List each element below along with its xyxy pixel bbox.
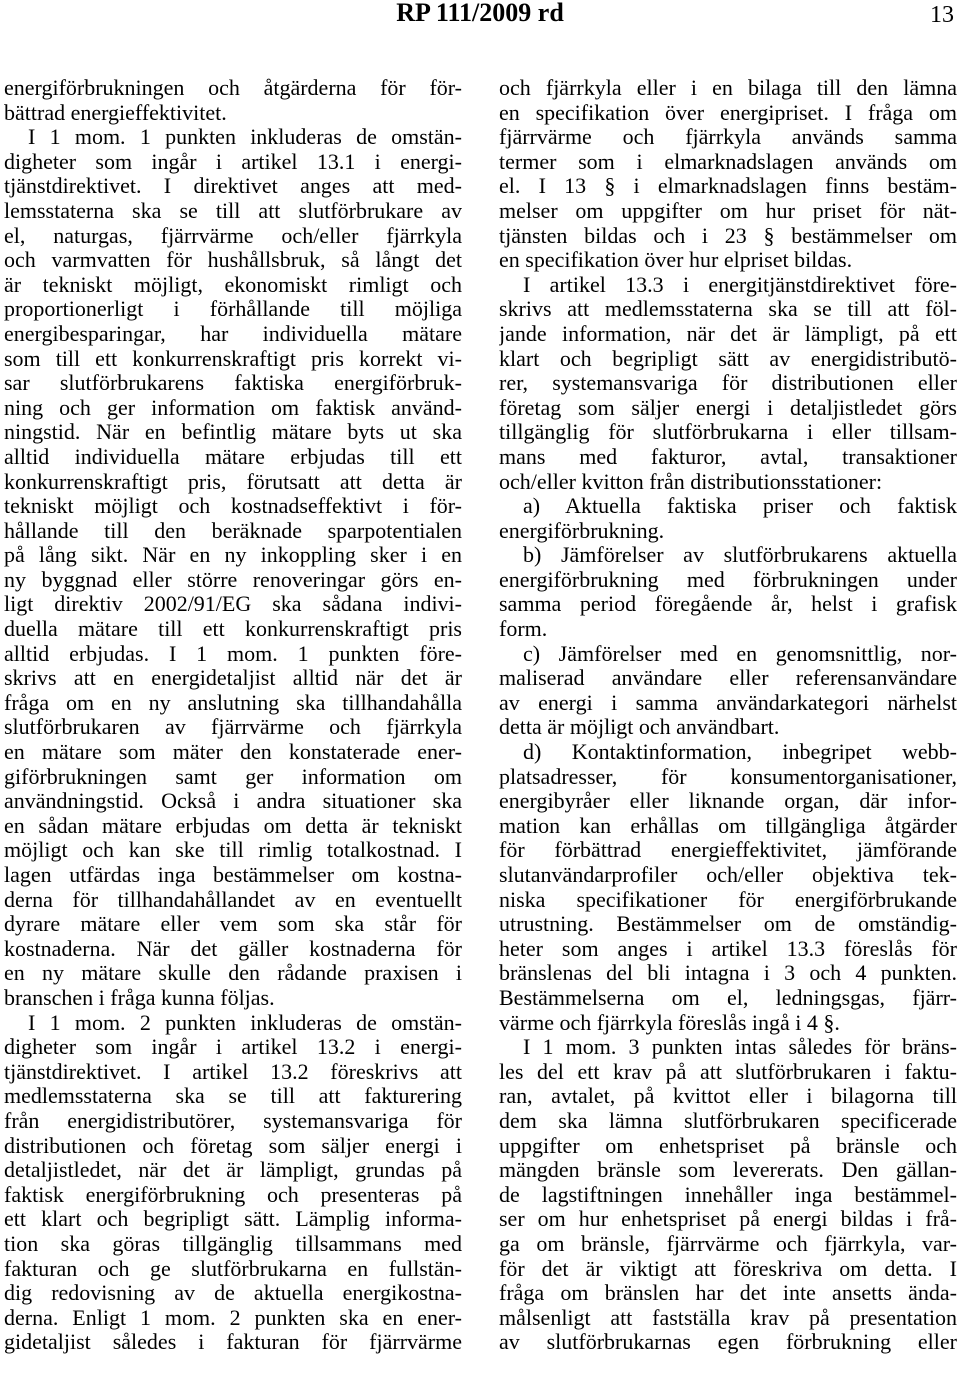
document-title: RP 111/2009 rd [396, 0, 564, 27]
text-line: c) Jämförelser med en genomsnittlig, nor- [523, 641, 957, 666]
text-line: fråga om bränslen har det inte ansetts ända- [499, 1281, 957, 1306]
text-line: el, naturgas, fjärrvärme och/eller fjärrkyla [4, 223, 462, 248]
text-line: fjärrvärme och fjärrkyla används samma [499, 125, 957, 150]
text-line: gidetaljist således i fakturan för fjärrvärme [4, 1330, 462, 1355]
text-line: slutanvändarprofiler och/eller objektiva tek- [499, 863, 957, 887]
text-line: mängden bränsle som levererats. Den gällan- [499, 1158, 957, 1183]
text-line: tjänstdirektivet. I artikel 13.2 föreskrivs att [4, 1059, 462, 1084]
text-line: derna för tillhandahållandet av en eventuellt [4, 887, 462, 912]
text-line: en sådan mätare erbjudas om detta är tekniskt [4, 813, 462, 838]
text-line: ning och ger information om faktisk använd- [4, 395, 462, 420]
text-line: av energi i samma användarkategori närhelst [499, 690, 957, 715]
text-line: jande information, när det är lämpligt, på ett [499, 321, 957, 346]
text-line: el. I 13 § i elmarknadslagen finns bestäm- [499, 174, 957, 199]
text-line: sar slutförbrukarens faktiska energiförbruk- [4, 371, 462, 396]
text-line: energibyråer eller liknande organ, där infor- [499, 789, 957, 814]
text-line: les del ett krav på att slutförbrukaren i faktu- [499, 1059, 957, 1084]
text-line: för det är viktigt att föreskriva om detta. I [499, 1256, 957, 1281]
text-line: för förbättrad energieffektivitet, jämförande [499, 838, 957, 863]
text-line: proportionerligt i förhållande till möjliga [4, 297, 462, 322]
text-line: från energidistributörer, systemansvariga för [4, 1108, 462, 1133]
text-line: ga om bränsle, fjärrvärme och fjärrkyla, var- [499, 1231, 957, 1256]
text-line: utrustning. Bestämmelser om de omständig- [499, 912, 957, 937]
text-line: skrivs att en energidetaljist alltid när det är [4, 666, 462, 691]
text-line: ett klart och begripligt sätt. Lämplig informa- [4, 1207, 462, 1232]
right-column [499, 76, 957, 1355]
text-line: målsenligt att fastställa krav på presentation [499, 1305, 957, 1330]
text-line: användningstid. Också i andra situationer ska [4, 789, 462, 814]
text-line: bränslenas del bli intagna i 3 och 4 punkten. [499, 961, 957, 986]
text-line: och fjärrkyla eller i en bilaga till den lämna [499, 76, 957, 100]
text-line: ligt direktiv 2002/91/EG ska sådana indivi- [4, 592, 462, 617]
text-line: tjänstdirektivet. I direktivet anges att med- [4, 174, 462, 199]
text-line: värme och fjärrkyla föreslås ingå i 4 §. [499, 1010, 840, 1035]
text-line: detaljistledet, när det är lämpligt, grundas på [4, 1158, 462, 1183]
text-line: alltid erbjudas. I 1 mom. 1 punkten före- [4, 641, 462, 666]
text-line: en specifikation över hur elpriset bildas. [499, 248, 853, 273]
text-line: möjligt och kan ske till rimlig totalkostnad. I [4, 838, 462, 863]
text-line: alltid individuella mätare erbjudas till ett [4, 444, 462, 469]
text-line: hållande till den beräknade sparpotentialen [4, 518, 462, 543]
text-line: platsadresser, för konsumentorganisationer, [499, 764, 957, 789]
text-line: lemsstaterna ska se till att slutförbrukare av [4, 198, 462, 223]
text-line: I 1 mom. 3 punkten intas således för bräns- [523, 1035, 957, 1060]
text-line: uppgifter om enhetspriset på bränsle och [499, 1133, 957, 1158]
text-line: konkurrenskraftigt pris, förutsatt att detta är [4, 469, 462, 494]
text-line: lagen utfärdas inga bestämmelser om kostna- [4, 863, 462, 887]
text-line: b) Jämförelser av slutförbrukarens aktuella [523, 543, 957, 568]
text-line: företag som säljer energi i detaljistledet görs [499, 395, 957, 420]
text-line: de lagstiftningen innehåller inga bestämmel- [499, 1182, 957, 1207]
text-line: ran, avtalet, på kvittot eller i bilagorna till [499, 1084, 957, 1109]
text-line: I artikel 13.3 i energitjänstdirektivet före- [523, 272, 957, 297]
text-line: som till ett konkurrenskraftigt pris korrekt vi- [4, 346, 462, 371]
text-line: d) Kontaktinformation, inbegripet webb- [523, 740, 957, 765]
text-line: mans med fakturor, avtal, transaktioner [499, 444, 957, 469]
text-line: dig redovisning av de aktuella energikostna- [4, 1281, 462, 1306]
text-line: termer som i elmarknadslagen används om [499, 149, 957, 174]
text-line: dyrare mätare eller vem som ska står för [4, 912, 462, 937]
text-line: ningstid. När en befintlig mätare byts ut ska [4, 420, 462, 445]
text-line: rer, systemansvariga för distributionen eller [499, 371, 957, 396]
text-line: maliserad användare eller referensanvändare [499, 666, 957, 691]
text-line: bättrad energieffektivitet. [4, 100, 227, 125]
text-line: klart och begripligt sätt av energidistributö- [499, 346, 957, 371]
text-line: energibesparingar, har individuella mätare [4, 321, 462, 346]
left-column [4, 76, 462, 1355]
text-line: tjänsten bildas och i 23 § bestämmelser om [499, 223, 957, 248]
text-line: distributionen och företag som säljer energi i [4, 1133, 462, 1158]
text-line: ny byggnad eller större renoveringar görs en- [4, 567, 462, 592]
text-line: samma period föregående år, helst i grafisk [499, 592, 957, 617]
text-line: dem ska lämna slutförbrukaren specificerade [499, 1108, 957, 1133]
page-number: 13 [930, 2, 954, 28]
text-line: energiförbrukning. [499, 518, 665, 543]
text-line: och/eller kvitton från distributionsstationer: [499, 469, 883, 494]
text-line: tion ska göras tillgänglig tillsammans med [4, 1231, 462, 1256]
text-line: en mätare som mäter den konstaterade ener- [4, 740, 462, 765]
text-line: derna. Enligt 1 mom. 2 punkten ska en ener- [4, 1305, 462, 1330]
text-line: en ny mätare skulle den rådande praxisen i [4, 961, 462, 986]
text-line: niska specifikationer för energiförbrukande [499, 887, 957, 912]
text-line: slutförbrukaren av fjärrvärme och fjärrkyla [4, 715, 462, 740]
text-line: heter som anges i artikel 13.3 föreslås för [499, 936, 957, 961]
text-line: en specifikation över energipriset. I fråga om [499, 100, 957, 125]
text-line: I 1 mom. 2 punkten inkluderas de omstän- [28, 1010, 462, 1035]
text-line: fråga om en ny anslutning ska tillhandahålla [4, 690, 462, 715]
text-line: och varmvatten för hushållsbruk, så långt det [4, 248, 462, 273]
text-line: duella mätare till ett konkurrenskraftigt pris [4, 617, 462, 642]
text-line: medlemsstaterna ska se till att fakturering [4, 1084, 462, 1109]
text-line: av slutförbrukarnas egen förbrukning eller [499, 1330, 957, 1355]
text-line: kostnaderna. När det gäller kostnaderna för [4, 936, 462, 961]
text-line: detta är möjligt och användbart. [499, 715, 780, 740]
text-line: är tekniskt möjligt, ekonomiskt rimligt och [4, 272, 462, 297]
text-line: digheter som ingår i artikel 13.2 i energi- [4, 1035, 462, 1060]
text-line: form. [499, 617, 548, 642]
text-line: fakturan och ge slutförbrukarna en fullstän- [4, 1256, 462, 1281]
text-line: på lång sikt. När en ny inkoppling sker i en [4, 543, 462, 568]
text-line: faktisk energiförbrukning och presenteras på [4, 1182, 462, 1207]
page-header [0, 0, 960, 44]
text-line: energiförbrukning med förbrukningen under [499, 567, 957, 592]
text-line: branschen i fråga kunna följas. [4, 985, 275, 1010]
text-line: I 1 mom. 1 punkten inkluderas de omstän- [28, 125, 462, 150]
text-line: giförbrukningen samt ger information om [4, 764, 462, 789]
text-line: energiförbrukningen och åtgärderna för för- [4, 76, 462, 100]
text-line: Bestämmelserna om el, ledningsgas, fjärr- [499, 985, 957, 1010]
text-line: tekniskt möjligt och kostnadseffektivt i för- [4, 494, 462, 519]
text-line: a) Aktuella faktiska priser och faktisk [523, 494, 957, 519]
text-line: tillgänglig för slutförbrukarna i eller tillsam- [499, 420, 957, 445]
text-line: mation kan erhållas om tillgängliga åtgärder [499, 813, 957, 838]
text-line: melser om uppgifter om hur priset för nät- [499, 198, 957, 223]
text-line: skrivs att medlemsstaterna ska se till att föl- [499, 297, 957, 322]
text-line: digheter som ingår i artikel 13.1 i energi- [4, 149, 462, 174]
text-line: ser om hur enhetspriset på energi bildas i frå- [499, 1207, 957, 1232]
